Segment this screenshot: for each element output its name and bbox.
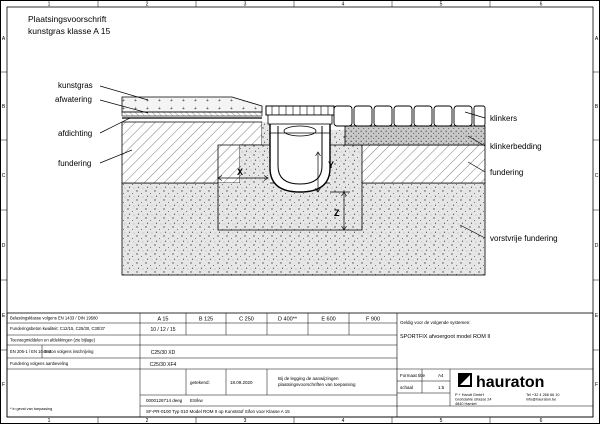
dimension-x-label: X <box>236 167 244 177</box>
class-d400: D 400** <box>278 316 297 323</box>
contact-line: Tel +32 4 266 66 10 <box>526 393 560 397</box>
project-line-1: Geldig voor de volgende systemen: <box>400 320 471 325</box>
note-line-2: plaatsingsvoorschriften van toepassing <box>278 382 356 387</box>
table-row-label: Fundering volgens aanbeveling <box>10 361 69 366</box>
format-value: A4 <box>438 373 444 378</box>
value-r2: 10 / 12 / 15 <box>150 327 176 333</box>
class-c250: C 250 <box>239 316 254 323</box>
table-row-label: Belastingsklasse volgens EN 1433 / DIN 19580 <box>10 315 98 321</box>
label-fundering-right: fundering <box>490 168 524 177</box>
class-b125: B 125 <box>198 316 214 323</box>
date-value: 18.09.2020 <box>230 380 253 385</box>
pavers <box>334 106 485 126</box>
col-label: 1 <box>47 418 51 424</box>
row-label: A <box>594 36 599 42</box>
label-vorstvrije-fundering: vorstvrije fundering <box>490 234 558 243</box>
label-afwatering: afwatering <box>55 95 92 104</box>
doc-number: 0000128714 deeg <box>146 398 183 403</box>
drainage-layer <box>122 112 262 116</box>
table-row-label: Toevoegmiddelen en afdekkingen (zie bijlage) <box>10 337 95 343</box>
col-label: 6 <box>539 1 543 8</box>
col-label: 2 <box>145 418 149 424</box>
scale-label: schaal <box>400 385 414 390</box>
col-label: 4 <box>341 418 345 424</box>
label-afdichting: afdichting <box>58 129 93 138</box>
class-f900: F 900 <box>365 316 381 323</box>
col-label: 5 <box>439 418 443 424</box>
foundation-right <box>345 145 485 183</box>
dimension-y-label: Y <box>328 160 335 170</box>
address-line: 4840 Hamlet <box>455 402 477 406</box>
row-label: F <box>1 382 6 388</box>
col-label: 1 <box>47 1 51 8</box>
label-klinkers: klinkers <box>490 114 518 123</box>
address-line: P + Handt GmbH <box>455 393 484 397</box>
dimension-z-label: Z <box>334 208 340 218</box>
project-line-2: SPORTFIX afvoergoot model ROM II <box>400 334 491 340</box>
row-label: A <box>1 36 6 42</box>
title-line-1: Plaatsingsvoorschrift <box>28 14 107 24</box>
label-fundering-left: fundering <box>58 159 92 168</box>
bottom-line: SF-PR-0100 Typ 010 Model ROM II op Kunststof Sifon voor Klasse A 15 <box>146 409 290 414</box>
row-label: C <box>1 173 6 179</box>
footnote: * in geval van toepassing <box>10 407 53 411</box>
value-r4: C25/30 XD <box>150 350 176 356</box>
label-klinkerbedding: klinkerbedding <box>490 142 542 151</box>
contact-line: info@hauraton.be <box>526 397 557 402</box>
col-label: 2 <box>145 1 149 8</box>
row-label: D <box>594 243 599 249</box>
row-label: B <box>594 104 599 110</box>
value-r5: C25/30 XF4 <box>149 362 177 368</box>
row-label: E <box>1 313 6 319</box>
drawn-by: ES/kw <box>190 398 203 403</box>
note-line-1: Bij de legging de aanwijzingen <box>278 376 339 381</box>
col-label: 6 <box>539 418 543 424</box>
class-e600: E 600 <box>321 316 336 323</box>
row-label: E <box>594 313 599 319</box>
row-label: D <box>1 243 6 249</box>
date-label: getekend: <box>190 380 210 385</box>
cross-section <box>100 86 485 275</box>
title-line-2: kunstgras klasse A 15 <box>28 26 111 36</box>
paver-bedding <box>345 126 485 145</box>
col-label: 3 <box>243 418 247 424</box>
table-row-label: EN 206-1 / EN 1045-2 <box>10 349 52 354</box>
col-label: 5 <box>439 1 443 8</box>
row-label: B <box>1 104 6 110</box>
brand-name: hauraton <box>476 374 545 391</box>
address-line: Großdahle strasse 24 <box>455 397 492 402</box>
label-kunstgras: kunstgras <box>58 81 93 90</box>
scale-value: 1:5 <box>438 385 445 390</box>
class-a15: A 15 <box>157 316 169 323</box>
row-label: F <box>594 382 599 388</box>
table-row-label: Beton volgens inschrijving <box>45 349 94 354</box>
format-label: Formaat title <box>400 373 426 378</box>
drain-channel <box>270 122 330 192</box>
col-label: 3 <box>243 1 247 8</box>
row-label: C <box>594 173 599 179</box>
col-label: 4 <box>341 1 345 8</box>
table-row-label: Funderingsbeton kwaliteit: C12/15, C25/30, C30/37 <box>10 326 105 331</box>
